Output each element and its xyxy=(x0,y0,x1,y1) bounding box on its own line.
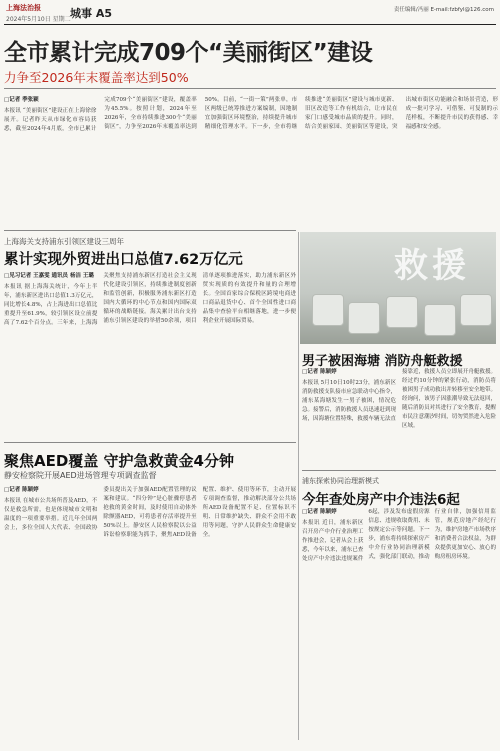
story4-body: 本报讯 5月10日10时23分，浦东新区消防救援支队接市应急联动中心指令，浦东某海塘发生一男子被困，情况危急。接警后，消防救援人员迅速赶到现场，因海塘位置特殊，救援车辆无法直接靠近，救援人员立即展开舟艇救援。经过约10分钟的紧张行动，消防员将被困男子成功救出并转移至安全地带。经询问，该男子因涨潮导致无法返回，随后消防员对其进行了安全教育，提醒市民注意潮汐时间，切勿贸然进入危险区域。 xyxy=(302,369,496,429)
main-subheadline: 力争至2026年末覆盖率达到50% xyxy=(4,70,189,85)
story2-body: 本报讯 据上海海关统计，今年上半年，浦东新区进出口总值1.3万亿元，同比增长4.8%，占上海进出口总值比重提升至61.9%，较引领区设立前提高了7.62个百分点。三年来，上海海关聚焦支持浦东新区打造社会主义现代化建设引领区，持续推进制度创新和监管创新，积极服务浦东新区打造国内大循环的中心节点和国内国际双循环的战略链接。海关累计出台支持浦东引领区建设的举措50余项，项目清单逐项推进落实，助力浦东新区外贸实现质的有效提升和量的合理增长。全国首家综合保税区跨境电商进口商品退货中心、首个全国性进口商品集中查验平台相继落地，进一步便利企业开展国际贸易。 xyxy=(4,273,296,326)
story2-kicker: 上海海关支持浦东引领区建设三周年 xyxy=(4,237,124,246)
story5-byline: □记者 陈颖婷 xyxy=(302,509,337,515)
main-headline: 全市累计完成709个“美丽街区”建设 xyxy=(4,40,373,66)
main-article xyxy=(4,96,498,228)
story2-article xyxy=(4,272,296,440)
story3-byline: □记者 陈颖婷 xyxy=(4,487,39,493)
newspaper-brand: 上海法治报 xyxy=(6,3,41,12)
photo-watermark: 救援 xyxy=(394,246,470,286)
main-byline: □记者 季张颖 xyxy=(4,97,39,103)
story5-kicker: 浦东探索协同治理新模式 xyxy=(302,477,379,485)
story5-rule xyxy=(302,470,496,471)
section-title: 城事 A5 xyxy=(70,7,112,20)
story2-rule xyxy=(4,230,296,231)
story5-article xyxy=(302,508,496,744)
story4-article xyxy=(302,368,496,468)
story4-byline: □记者 陈颖婷 xyxy=(302,369,337,375)
header-rule xyxy=(4,24,496,25)
column-divider xyxy=(298,232,299,740)
page-header xyxy=(0,0,500,24)
story3-rule xyxy=(4,442,296,443)
story4-headline: 男子被困海塘 消防舟艇救援 xyxy=(302,354,463,369)
main-rule xyxy=(4,88,496,89)
main-body: 本报讯 “美丽街区”建设正在上海徐徐展开。记者昨天从市绿化市容局获悉，截至2024年4月底，全市已累计完成709个“美丽街区”建设，覆盖率为45.5%。按照计划，2024年至2026年，全市持续推进300个“美丽街区”，力争至2026年末覆盖率达到50%。目前，“一街一策”两张单，市区两级已统筹推进方案编制，因地制宜加强街区环境整治，持续提升城市精细化管理水平。下一步，全市将继续推进“美丽街区”建设与城市更新、旧区改造等工作有机结合，让市民在家门口感受城市品质的提升。同时，结合美丽家园、美丽街区等建设，突出城市街区功能融合和场景营造，形成一批可学习、可借鉴、可复制的示范样板，不断提升市民的获得感、幸福感和安全感。 xyxy=(4,97,498,132)
story3-article xyxy=(4,486,296,744)
story5-body: 本报讯 近日，浦东新区召开房产中介行业治理工作推进会，记者从会上获悉，今年以来，浦东已查处房产中介违法违规案件6起，涉及发布虚假房源信息、违规收取费用、未按规定公示等问题。下一步，浦东将持续探索房产中介行业协同治理新模式，强化部门联动，推动行业自律，加强信用监管，规范房地产经纪行为，维护房地产市场秩序和消费者合法权益，为群众提供更加安心、放心的购房租房环境。 xyxy=(302,509,496,562)
story3-subheadline: 静安检察院开展AED进场管理专项调查监督 xyxy=(4,471,157,480)
story2-byline: □见习记者 王嘉雯 通讯员 杨洁 王璐 xyxy=(4,273,94,279)
story3-body: 本报讯 在城市公共场所普及AED，不仅是救急所需，也是体现城市文明和温度的一项重要举措。近几年全国两会上，多位全国人大代表、全国政协委员提出关于加强AED配置管理的议案和建议。“四分钟”是心脏骤停患者抢救的黄金时间，及时使用自动体外除颤器AED，可将患者存活率提升至50%以上。静安区人民检察院以公益诉讼检察职能为抓手，聚焦AED设备配置、维护、使用等环节，主动开展专项调查监督，推动解决部分公共场所AED设备配置不足、位置标识不明、日常维护缺失、群众不会用不敢用等问题，守护人民群众生命健康安全。 xyxy=(4,487,296,538)
rescue-photo xyxy=(300,232,496,344)
issue-date: 2024年5月10日 星期二 xyxy=(6,16,71,23)
story2-headline: 累计实现外贸进出口总值7.62万亿元 xyxy=(4,252,243,268)
story3-headline: 聚焦AED覆盖 守护急救黄金4分钟 xyxy=(4,452,234,470)
editor-line: 责任编辑/冯丽 E-mail:fzbfyl@126.com xyxy=(393,7,494,13)
story5-headline: 今年查处房产中介违法6起 xyxy=(302,492,460,508)
